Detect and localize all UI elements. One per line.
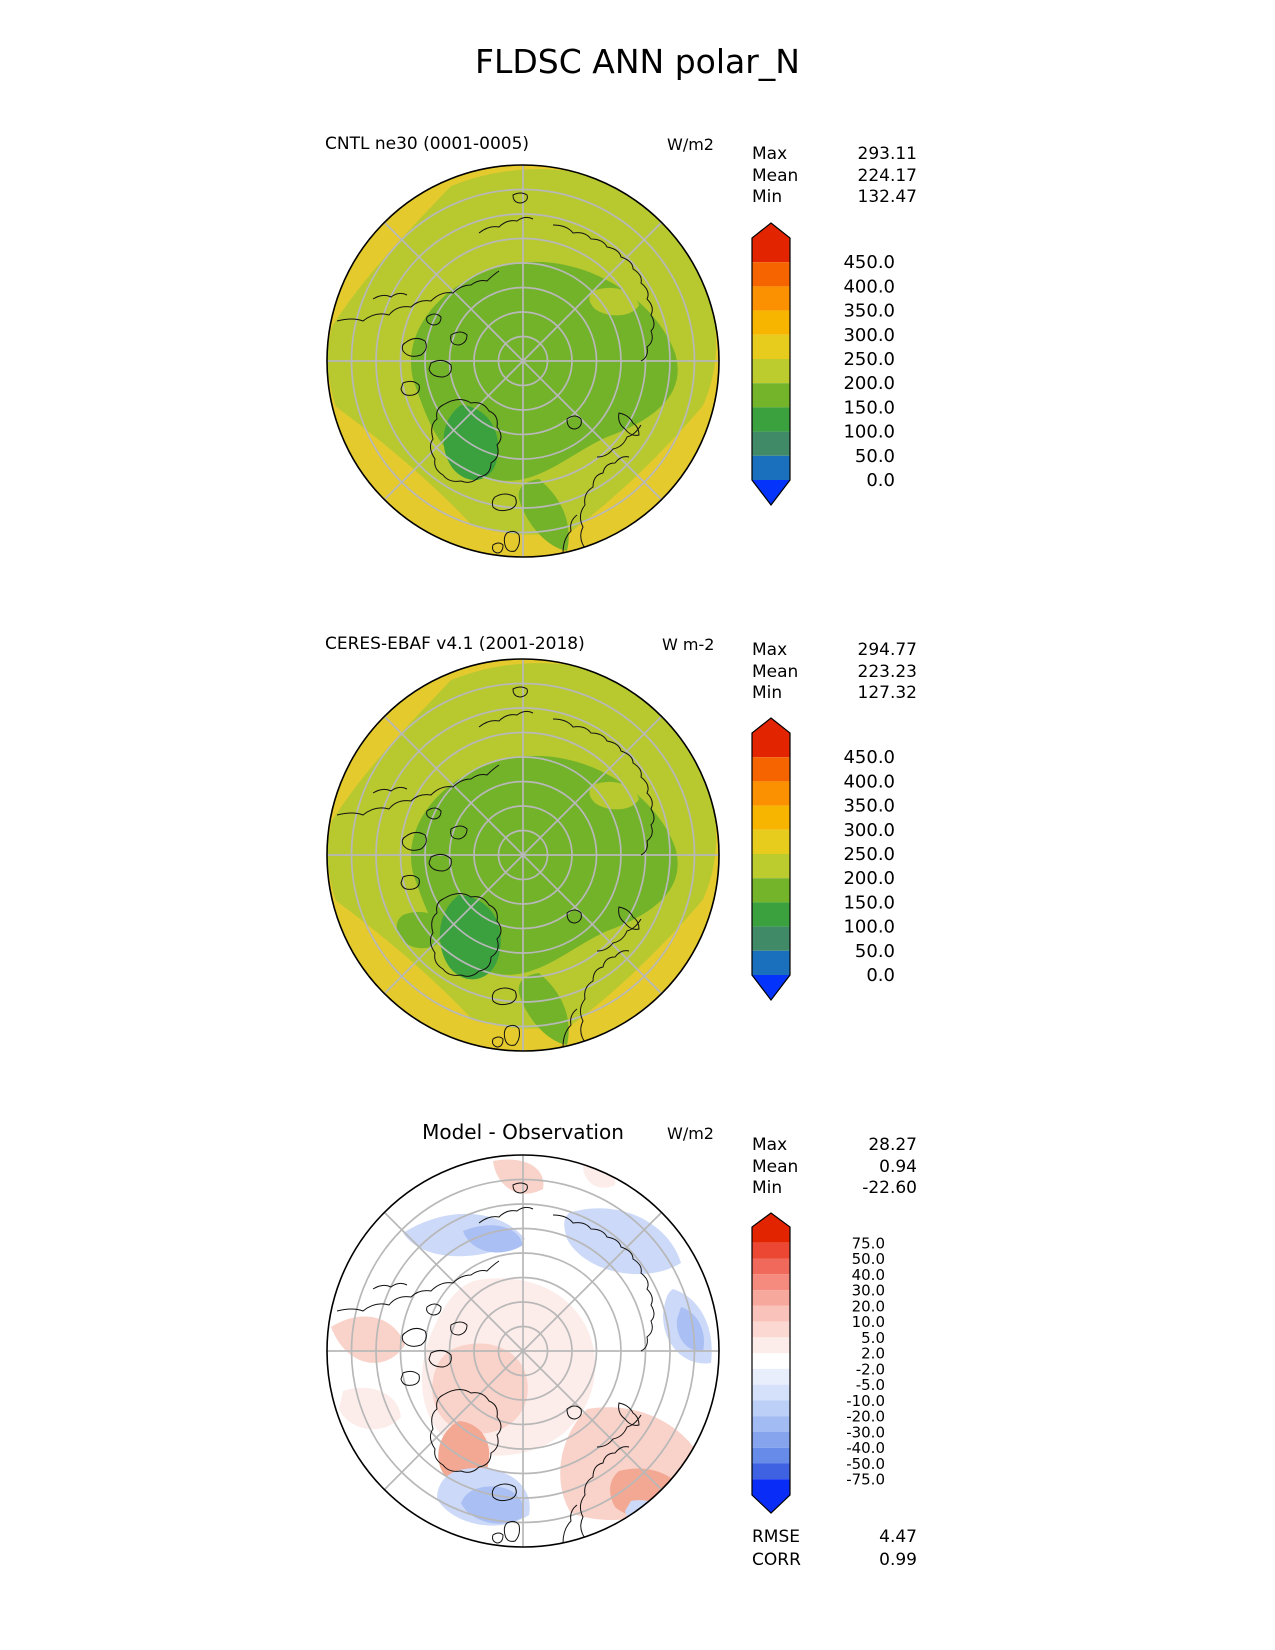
colorbar-segment	[752, 927, 790, 951]
map-model	[323, 161, 723, 561]
metric-value: 0.99	[879, 1550, 917, 1570]
stat-row-mean	[752, 662, 917, 684]
colorbar-tick-label: 350.0	[843, 795, 895, 817]
colorbar-segment	[752, 757, 790, 781]
colorbar-segment	[752, 1243, 790, 1259]
stat-row-max	[752, 1135, 917, 1157]
stat-row-min	[752, 1178, 917, 1200]
colorbar-segment	[752, 1353, 790, 1369]
stat-label: Min	[752, 1178, 783, 1198]
colorbar-tick-label: 250.0	[843, 349, 895, 370]
stat-row-max	[752, 144, 917, 166]
colorbar-segment	[752, 1369, 790, 1385]
colorbar-segment	[752, 854, 790, 878]
panel3-stats	[752, 1135, 917, 1200]
colorbar-segment	[752, 1290, 790, 1306]
stat-value: 132.47	[857, 187, 917, 207]
panel3-units: W/m2	[667, 1124, 714, 1143]
panel2-title: CERES-EBAF v4.1 (2001-2018)	[325, 634, 585, 654]
stat-row-mean	[752, 1157, 917, 1179]
stat-value: 294.77	[857, 640, 917, 660]
colorbar-tick-label: 50.0	[854, 445, 895, 467]
colorbar-segment	[752, 733, 790, 757]
colorbar-segment	[752, 1259, 790, 1275]
panel1-units: W/m2	[667, 135, 714, 154]
colorbar-segment	[752, 432, 790, 456]
figure-title: FLDSC ANN polar_N	[475, 42, 800, 81]
colorbar-diff	[747, 1210, 897, 1522]
colorbar-tick-label: 450.0	[843, 747, 895, 769]
colorbar-obs	[747, 715, 907, 1010]
colorbar-tick-label: 250.0	[843, 844, 895, 865]
colorbar-segment	[752, 335, 790, 359]
stat-label: Max	[752, 640, 788, 660]
colorbar-segment	[752, 1227, 790, 1243]
colorbar-segment	[752, 878, 790, 902]
stat-row-max	[752, 640, 917, 662]
colorbar-model	[747, 220, 907, 515]
stat-row-min	[752, 187, 917, 209]
colorbar-tick-label: -50.0	[846, 1455, 885, 1473]
colorbar-tick-label: 450.0	[843, 252, 895, 274]
colorbar-tick-label: -2.0	[855, 1360, 885, 1379]
colorbar-segment	[752, 951, 790, 975]
colorbar-tick-label: 200.0	[843, 373, 895, 395]
panel3-title: Model - Observation	[422, 1120, 624, 1144]
colorbar-tick-label: -5.0	[855, 1376, 885, 1395]
colorbar-segment	[752, 262, 790, 286]
stat-label: Mean	[752, 661, 799, 682]
panel2-stats	[752, 640, 917, 705]
colorbar-tick-label: 200.0	[843, 868, 895, 890]
colorbar-segment	[752, 1385, 790, 1401]
colorbar-segment	[752, 1463, 790, 1479]
colorbar-arrow-under	[752, 1495, 790, 1513]
colorbar-tick-label: 40.0	[851, 1265, 885, 1284]
colorbar-tick-label: -75.0	[846, 1470, 885, 1489]
colorbar-arrow-over	[752, 1213, 790, 1227]
colorbar-segment	[752, 383, 790, 407]
colorbar-arrow-under	[752, 480, 790, 505]
colorbar-segment	[752, 830, 790, 854]
colorbar-segment	[752, 286, 790, 310]
colorbar-segment	[752, 407, 790, 431]
panel3-metrics	[752, 1526, 917, 1572]
graticule	[327, 1155, 719, 1547]
colorbar-segment	[752, 238, 790, 262]
colorbar-tick-label: 300.0	[843, 819, 895, 841]
colorbar-tick-label: 350.0	[843, 300, 895, 322]
stat-value: 0.94	[879, 1156, 917, 1177]
colorbar-segment	[752, 1322, 790, 1338]
colorbar-arrow-under	[752, 975, 790, 1000]
stat-value: 293.11	[857, 144, 917, 164]
colorbar-tick-label: 2.0	[861, 1344, 885, 1363]
stat-label: Max	[752, 1135, 788, 1155]
stat-label: Mean	[752, 165, 799, 186]
colorbar-tick-label: -10.0	[846, 1391, 885, 1410]
colorbar-segment	[752, 1337, 790, 1353]
colorbar-arrow-over	[752, 718, 790, 733]
metric-row-corr	[752, 1549, 917, 1572]
colorbar-tick-label: 10.0	[851, 1313, 885, 1332]
stat-label: Max	[752, 144, 788, 164]
colorbar-segment	[752, 1432, 790, 1448]
colorbar-tick-label: -40.0	[846, 1439, 885, 1458]
colorbar-tick-label: 50.0	[851, 1250, 885, 1268]
colorbar-tick-label: 300.0	[843, 324, 895, 346]
colorbar-segment	[752, 1479, 790, 1495]
colorbar-segment	[752, 311, 790, 335]
stat-value: 223.23	[857, 661, 917, 682]
colorbar-tick-label: 0.0	[866, 470, 895, 491]
metric-value: 4.47	[879, 1527, 917, 1547]
map-obs	[323, 655, 723, 1055]
panel1-title: CNTL ne30 (0001-0005)	[325, 134, 530, 154]
metric-label: CORR	[752, 1550, 801, 1570]
colorbar-tick-label: 5.0	[861, 1328, 885, 1347]
metric-label: RMSE	[752, 1527, 801, 1547]
colorbar-tick-label: 30.0	[851, 1281, 885, 1300]
colorbar-segment	[752, 1448, 790, 1464]
colorbar-tick-label: 20.0	[851, 1297, 885, 1316]
metric-row-rmse	[752, 1526, 917, 1549]
colorbar-segment	[752, 1400, 790, 1416]
stat-row-mean	[752, 166, 917, 188]
colorbar-segment	[752, 806, 790, 830]
colorbar-tick-label: 400.0	[843, 771, 895, 793]
stat-value: 28.27	[868, 1135, 917, 1155]
colorbar-segment	[752, 781, 790, 805]
stat-label: Mean	[752, 1156, 799, 1177]
stat-value: 127.32	[857, 683, 917, 703]
colorbar-tick-label: 100.0	[843, 421, 895, 443]
graticule	[327, 165, 719, 557]
colorbar-segment	[752, 1416, 790, 1432]
graticule	[327, 659, 719, 1051]
colorbar-segment	[752, 359, 790, 383]
stat-row-min	[752, 683, 917, 705]
colorbar-tick-label: 50.0	[854, 940, 895, 962]
panel1-stats	[752, 144, 917, 209]
map-diff	[323, 1151, 723, 1551]
panel2-units: W m-2	[662, 635, 715, 654]
colorbar-tick-label: 75.0	[851, 1234, 885, 1253]
stat-label: Min	[752, 683, 783, 703]
colorbar-tick-label: 150.0	[843, 892, 895, 914]
stat-label: Min	[752, 187, 783, 207]
colorbar-tick-label: 100.0	[843, 916, 895, 938]
colorbar-arrow-over	[752, 223, 790, 238]
colorbar-segment	[752, 1306, 790, 1322]
colorbar-segment	[752, 1274, 790, 1290]
colorbar-tick-label: 0.0	[866, 965, 895, 986]
stat-value: -22.60	[862, 1178, 917, 1198]
colorbar-segment	[752, 902, 790, 926]
colorbar-tick-label: 150.0	[843, 397, 895, 419]
colorbar-tick-label: 400.0	[843, 276, 895, 298]
colorbar-segment	[752, 456, 790, 480]
colorbar-tick-label: -30.0	[846, 1423, 885, 1442]
colorbar-tick-label: -20.0	[846, 1407, 885, 1426]
stat-value: 224.17	[857, 165, 917, 186]
